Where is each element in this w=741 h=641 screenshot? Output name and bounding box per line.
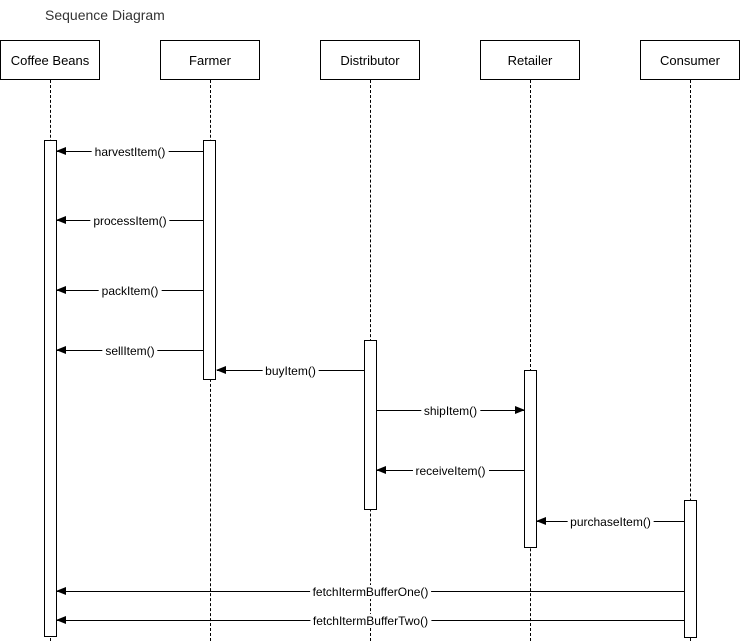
message-sell-item [57, 344, 203, 358]
message-buy-item [217, 364, 364, 378]
message-fetch-iterm-buffer-one [57, 585, 684, 599]
actor-distributor [320, 40, 420, 80]
message-fetch-iterm-buffer-two [57, 614, 684, 628]
arrowhead-left-icon [536, 517, 546, 525]
lifeline-retailer [530, 80, 531, 641]
actor-retailer-label: Retailer [507, 52, 553, 68]
actor-consumer [640, 40, 740, 80]
arrowhead-left-icon [56, 286, 66, 294]
activation-consumer [684, 500, 697, 638]
message-fetch-iterm-buffer-two-label: fetchItermBufferTwo() [310, 614, 431, 628]
arrowhead-left-icon [56, 346, 66, 354]
actor-farmer [160, 40, 260, 80]
activation-farmer [203, 140, 216, 380]
message-purchase-item-label: purchaseItem() [567, 515, 654, 529]
arrowhead-left-icon [56, 147, 66, 155]
message-purchase-item [537, 515, 684, 529]
message-process-item [57, 214, 203, 228]
actor-coffee-beans-label: Coffee Beans [10, 52, 90, 68]
arrowhead-left-icon [216, 366, 226, 374]
arrowhead-left-icon [56, 216, 66, 224]
message-receive-item [377, 464, 524, 478]
actor-coffee-beans [0, 40, 100, 80]
arrowhead-left-icon [56, 616, 66, 624]
diagram-title: Sequence Diagram [45, 7, 165, 23]
message-pack-item [57, 284, 203, 298]
arrowhead-right-icon [515, 406, 525, 414]
message-sell-item-label: sellItem() [102, 344, 157, 358]
message-ship-item-label: shipItem() [421, 404, 480, 418]
arrowhead-left-icon [56, 587, 66, 595]
actor-retailer [480, 40, 580, 80]
message-harvest-item-label: harvestItem() [92, 145, 169, 159]
actor-distributor-label: Distributor [340, 52, 400, 68]
arrowhead-left-icon [376, 466, 386, 474]
message-ship-item [377, 404, 524, 418]
actor-consumer-label: Consumer [660, 52, 720, 68]
message-harvest-item [57, 145, 203, 159]
activation-distributor [364, 340, 377, 510]
message-buy-item-label: buyItem() [262, 364, 319, 378]
actor-farmer-label: Farmer [189, 52, 231, 68]
message-fetch-iterm-buffer-one-label: fetchItermBufferOne() [310, 585, 432, 599]
activation-coffee-beans [44, 140, 57, 637]
message-pack-item-label: packItem() [99, 284, 162, 298]
message-receive-item-label: receiveItem() [412, 464, 488, 478]
message-process-item-label: processItem() [90, 214, 169, 228]
